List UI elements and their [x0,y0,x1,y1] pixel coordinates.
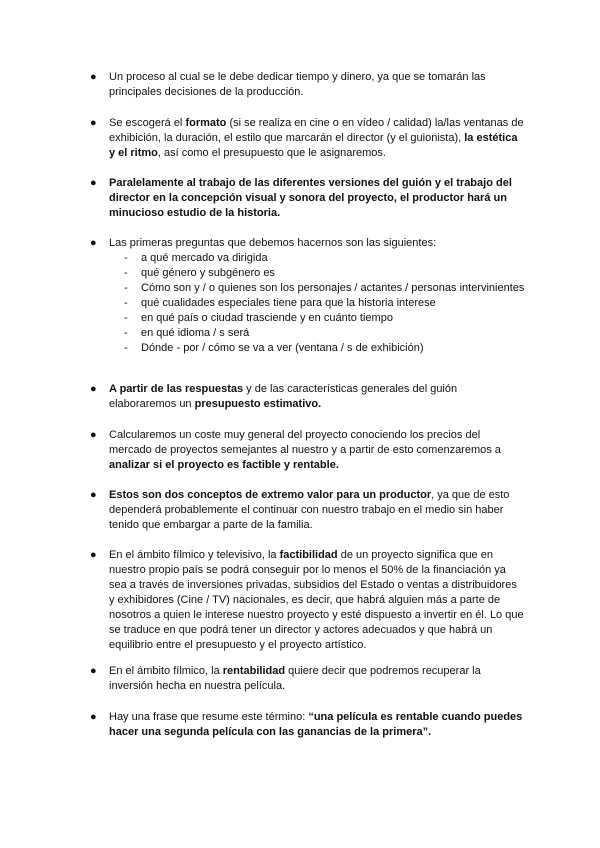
sublist-item [124,326,525,341]
bullet-item [90,664,525,694]
bold-text-run: Paralelamente al trabajo de las diferentes versiones del guión y el trabajo del director en la concepción visual y sonora del proyecto, el productor hará un minucioso estudio de la historia. [109,177,512,219]
sublist-item [124,266,525,281]
bold-text-run: A partir de las respuestas [109,383,244,395]
bullet-dot: ● [90,177,97,189]
bold-text-run: la estética y el ritmo [109,132,518,159]
text-run: de un proyecto significa que en nuestro propio país se podrá conseguir por lo menos el 50% de la financiación ya sea a través de inversiones privadas, subsidios del Estado o ventas a distribuidores y exhibidores (Cine / TV) nacionales, es decir, que habrá alguien más a parte de nosotros a quien le interese nuestro proyecto y esté dispuesto a invertir en él. Lo que se traduce en que podrá tener un director y actores adecuados y que habrá un equilibrio entre el presupuesto y el proyecto artístico. [109,549,524,651]
text-run: , ya que de esto dependerá probablemente el continuar con nuestro trabajo en el medio sin haber tenido que embargar a parte de la familia. [109,489,510,531]
sublist-text: qué género y subgénero es [141,267,275,279]
text-run: y de las características generales del guión elaboraremos un [109,383,458,410]
sublist-text: Cómo son y / o quienes son los personajes / actantes / personas intervinientes [141,282,525,294]
question-sublist [90,251,525,356]
paragraph-text [109,236,525,251]
dash-marker: - [124,282,128,294]
paragraph-text [109,70,525,100]
text-run: quiere decir que podremos recuperar la inversión hecha en nuestra película. [109,665,481,692]
sublist-text: a qué mercado va dirigida [141,252,268,264]
bold-text-run: presupuesto estimativo. [194,398,322,410]
bullet-item [90,488,525,533]
dash-marker: - [124,342,128,354]
paragraph-text [109,176,525,221]
bullet-dot: ● [90,383,97,395]
sublist-item [124,281,525,296]
bullet-dot: ● [90,489,97,501]
text-run: En el ámbito fílmico y televisivo, la [109,549,280,561]
bullet-item [90,176,525,221]
bold-text-run: analizar si el proyecto es factible y rentable. [109,459,339,471]
bullet-item [90,116,525,161]
sublist-item [124,311,525,326]
dash-marker: - [124,252,128,264]
bullet-item [90,70,525,100]
text-run: En el ámbito fílmico, la [109,665,223,677]
paragraph-text [109,710,525,740]
paragraph-text [109,116,525,161]
text-run: Hay una frase que resume este término: [109,711,309,723]
bullet-dot: ● [90,429,97,441]
bold-text-run: “una película es rentable cuando puedes hacer una segunda película con las ganancias de la primera”. [109,711,523,738]
paragraph-text [109,382,525,412]
paragraph-text [109,428,525,473]
text-run: Las primeras preguntas que debemos hacernos son las siguientes: [109,237,437,249]
sublist-text: Dónde - por / cómo se va a ver (ventana / s de exhibición) [141,342,424,354]
text-run: Un proceso al cual se le debe dedicar tiempo y dinero, ya que se tomarán las principales decisiones de la producción. [109,71,486,98]
bold-text-run: Estos son dos conceptos de extremo valor para un productor [109,489,432,501]
text-run: Calcularemos un coste muy general del proyecto conociendo los precios del mercado de proyectos semejantes al nuestro y a partir de esto comenzaremos a [109,429,501,456]
bullet-dot: ● [90,117,97,129]
text-run: , así como el presupuesto que le asignaremos. [157,147,386,159]
sublist-text: en qué idioma / s será [141,327,250,339]
sublist-text: en qué país o ciudad trasciende y en cuánto tiempo [141,312,393,324]
bullet-item [90,428,525,473]
paragraph-text [109,488,525,533]
bold-text-run: formato [185,117,227,129]
text-run: (si se realiza en cine o en vídeo / calidad) la/las ventanas de exhibición, la duración, el estilo que marcarán el director (y el guionista), [109,117,524,144]
bullet-item [90,548,525,653]
dash-marker: - [124,312,128,324]
sublist-item [124,251,525,266]
bold-text-run: factibilidad [279,549,338,561]
dash-marker: - [124,297,128,309]
sublist-item [124,341,525,356]
bullet-dot: ● [90,237,97,249]
bold-text-run: rentabilidad [222,665,286,677]
bullet-item [90,236,525,356]
text-run: Se escogerá el [109,117,186,129]
bullet-dot: ● [90,711,97,723]
bullet-dot: ● [90,71,97,83]
dash-marker: - [124,327,128,339]
sublist-item [124,296,525,311]
paragraph-text [109,664,525,694]
sublist-text: qué cualidades especiales tiene para que la historia interese [141,297,436,309]
bullet-item [90,382,525,412]
bullet-item [90,710,525,740]
bullet-dot: ● [90,549,97,561]
bullet-dot: ● [90,665,97,677]
paragraph-text [109,548,525,653]
dash-marker: - [124,267,128,279]
